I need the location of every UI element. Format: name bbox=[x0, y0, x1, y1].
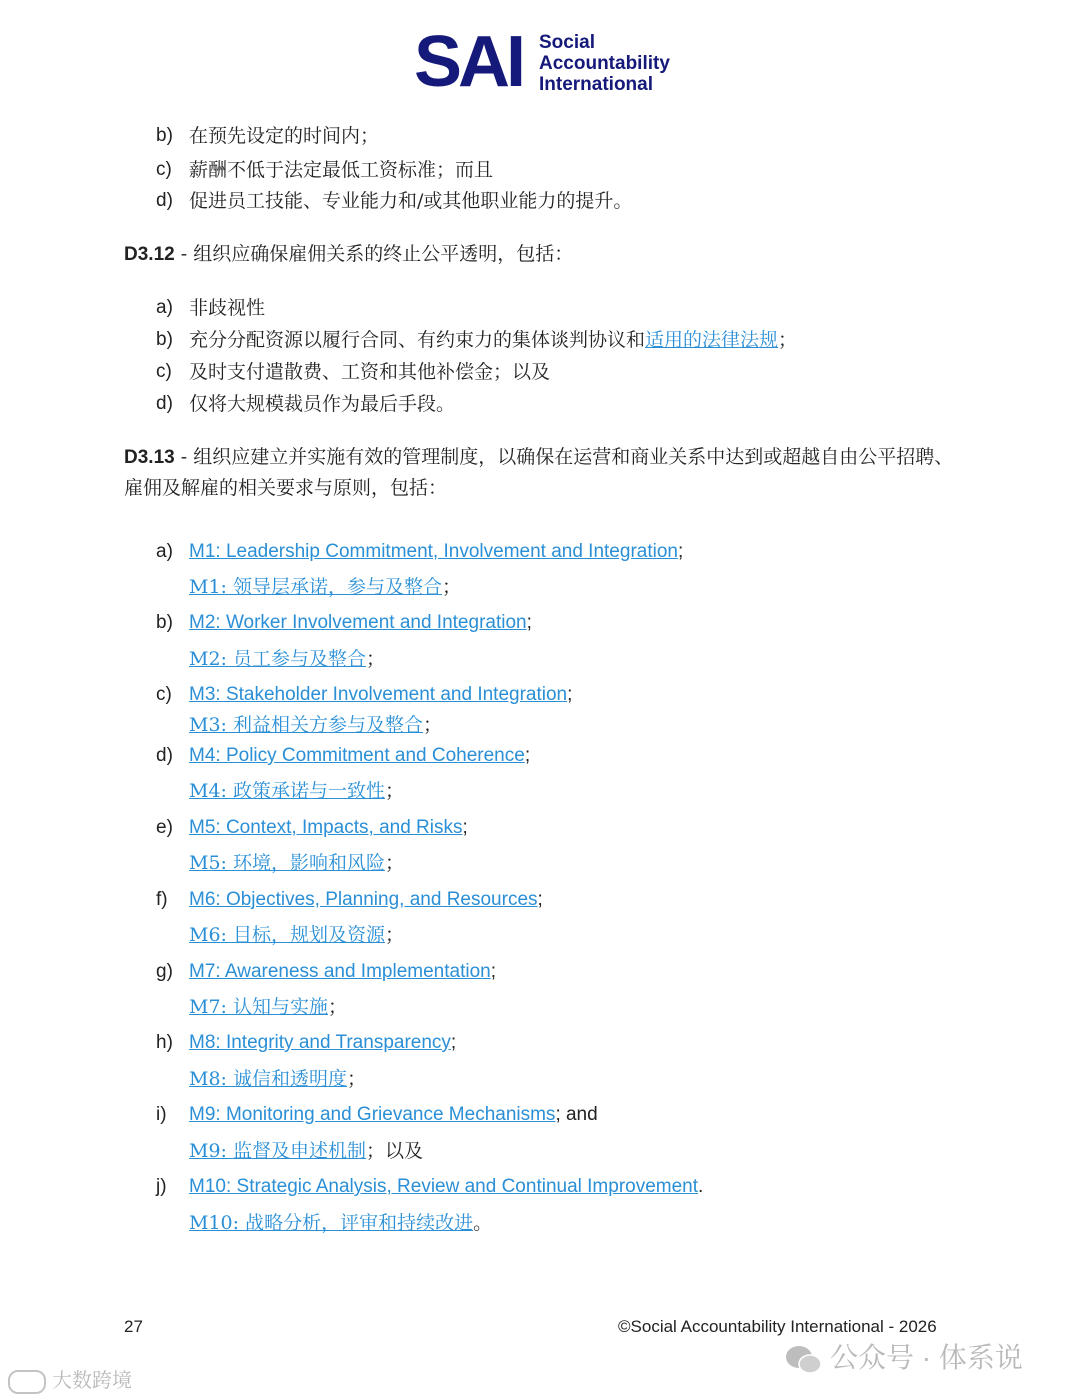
m10-zh-link[interactable]: M10: 战略分析，评审和持续改进 bbox=[189, 1212, 474, 1234]
list-text: 在预先设定的时间内； bbox=[189, 125, 380, 147]
clause-text: - 组织应建立并实施有效的管理制度，以确保在运营和商业关系中达到或超越自由公平招聘、雇佣及解雇的相关要求与原则，包括： bbox=[124, 446, 954, 499]
m4-zh-link[interactable]: M4: 政策承诺与一致性 bbox=[189, 780, 385, 802]
logo-line-3: International bbox=[539, 74, 654, 95]
list-marker: g) bbox=[156, 961, 173, 982]
m7-zh-link[interactable]: M7: 认知与实施 bbox=[189, 996, 328, 1018]
list-marker: c) bbox=[156, 361, 172, 382]
m9-link[interactable]: M9: Monitoring and Grievance Mechanisms bbox=[189, 1104, 556, 1125]
link-tail: ； bbox=[327, 996, 347, 1018]
link-tail: ； bbox=[365, 648, 385, 670]
list-marker: a) bbox=[156, 297, 173, 318]
copyright: ©Social Accountability International - 2026 bbox=[618, 1317, 937, 1336]
list-text: 促进员工技能、专业能力和/或其他职业能力的提升。 bbox=[189, 190, 633, 212]
logo-line-2: Accountability bbox=[539, 53, 670, 74]
page-number: 27 bbox=[124, 1317, 143, 1336]
list-text-tail: ； bbox=[778, 329, 798, 351]
m8-zh-link[interactable]: M8: 诚信和透明度 bbox=[189, 1068, 347, 1090]
list-marker: b) bbox=[156, 612, 173, 633]
m1-zh-link[interactable]: M1: 领导层承诺，参与及整合 bbox=[189, 576, 442, 598]
link-tail: ; bbox=[450, 1032, 457, 1053]
list-marker: d) bbox=[156, 393, 173, 414]
link-tail: ； bbox=[346, 1068, 366, 1090]
link-tail: ； bbox=[384, 780, 404, 802]
link-tail: ; bbox=[462, 817, 468, 838]
watermark-right bbox=[784, 1338, 1023, 1378]
link-tail: ； bbox=[423, 714, 443, 736]
m6-link[interactable]: M6: Objectives, Planning, and Resources bbox=[189, 889, 538, 910]
sai-logo bbox=[414, 22, 674, 102]
list-marker: e) bbox=[156, 817, 173, 838]
clause-d3-12 bbox=[124, 239, 954, 270]
m3-link[interactable]: M3: Stakeholder Involvement and Integration bbox=[189, 684, 568, 705]
clause-code: D3.13 bbox=[124, 447, 175, 468]
link-tail: ； bbox=[384, 852, 404, 874]
list-text: 薪酬不低于法定最低工资标准；而且 bbox=[189, 159, 494, 181]
m7-link[interactable]: M7: Awareness and Implementation bbox=[189, 961, 491, 982]
list-marker: c) bbox=[156, 159, 172, 180]
list-marker: d) bbox=[156, 190, 173, 211]
watermark-logo-icon bbox=[8, 1370, 46, 1394]
logo-mark: SAI bbox=[414, 22, 523, 102]
list-marker: b) bbox=[156, 125, 173, 146]
link-tail: ; bbox=[526, 612, 532, 633]
list-text: 及时支付遣散费、工资和其他补偿金；以及 bbox=[189, 361, 551, 383]
link-tail: ; bbox=[567, 684, 573, 705]
m1-link[interactable]: M1: Leadership Commitment, Involvement and Integration bbox=[189, 541, 678, 562]
link-tail: ; bbox=[537, 889, 543, 910]
logo-wordmark bbox=[539, 32, 670, 95]
m3-zh-link[interactable]: M3: 利益相关方参与及整合 bbox=[189, 714, 423, 736]
link-tail: ；以及 bbox=[365, 1140, 423, 1162]
list-text: 非歧视性 bbox=[189, 297, 266, 319]
list-marker: b) bbox=[156, 329, 173, 350]
list-marker: i) bbox=[156, 1104, 167, 1125]
list-marker: j) bbox=[156, 1176, 167, 1197]
m9-zh-link[interactable]: M9: 监督及申述机制 bbox=[189, 1140, 366, 1162]
link-tail: ； bbox=[384, 924, 404, 946]
m8-link[interactable]: M8: Integrity and Transparency bbox=[189, 1032, 451, 1053]
logo-line-1: Social bbox=[539, 32, 595, 53]
m2-link[interactable]: M2: Worker Involvement and Integration bbox=[189, 612, 527, 633]
link-tail: ； bbox=[442, 576, 462, 598]
link-tail: ; bbox=[524, 745, 531, 766]
wechat-icon bbox=[784, 1343, 824, 1377]
link-tail: 。 bbox=[473, 1212, 493, 1234]
list-text-main: 充分分配资源以履行合同、有约束力的集体谈判协议和 bbox=[189, 329, 646, 351]
watermark-left bbox=[8, 1364, 132, 1394]
m5-zh-link[interactable]: M5: 环境，影响和风险 bbox=[189, 852, 385, 874]
m6-zh-link[interactable]: M6: 目标，规划及资源 bbox=[189, 924, 385, 946]
watermark-right-text: 公众号 · 体系说 bbox=[830, 1342, 1023, 1373]
clause-text: - 组织应确保雇佣关系的终止公平透明，包括： bbox=[174, 243, 574, 265]
list-text: 仅将大规模裁员作为最后手段。 bbox=[189, 393, 456, 415]
list-marker: d) bbox=[156, 745, 173, 766]
list-marker: c) bbox=[156, 684, 172, 705]
watermark-left-text: 大数跨境 bbox=[52, 1370, 132, 1392]
clause-d3-13 bbox=[124, 442, 954, 504]
link-tail: ; bbox=[677, 541, 684, 562]
link-tail: . bbox=[698, 1176, 704, 1197]
m2-zh-link[interactable]: M2: 员工参与及整合 bbox=[189, 648, 366, 670]
m10-link[interactable]: M10: Strategic Analysis, Review and Continual Improvement bbox=[189, 1176, 699, 1197]
link-tail: ; bbox=[490, 961, 496, 982]
list-marker: f) bbox=[156, 889, 168, 910]
applicable-laws-link[interactable]: 适用的法律法规 bbox=[645, 329, 779, 351]
list-marker: a) bbox=[156, 541, 173, 562]
list-text bbox=[189, 326, 797, 354]
m5-link[interactable]: M5: Context, Impacts, and Risks bbox=[189, 817, 463, 838]
list-marker: h) bbox=[156, 1032, 173, 1053]
clause-code: D3.12 bbox=[124, 244, 175, 265]
m4-link[interactable]: M4: Policy Commitment and Coherence bbox=[189, 745, 525, 766]
link-tail: ; and bbox=[555, 1104, 598, 1125]
